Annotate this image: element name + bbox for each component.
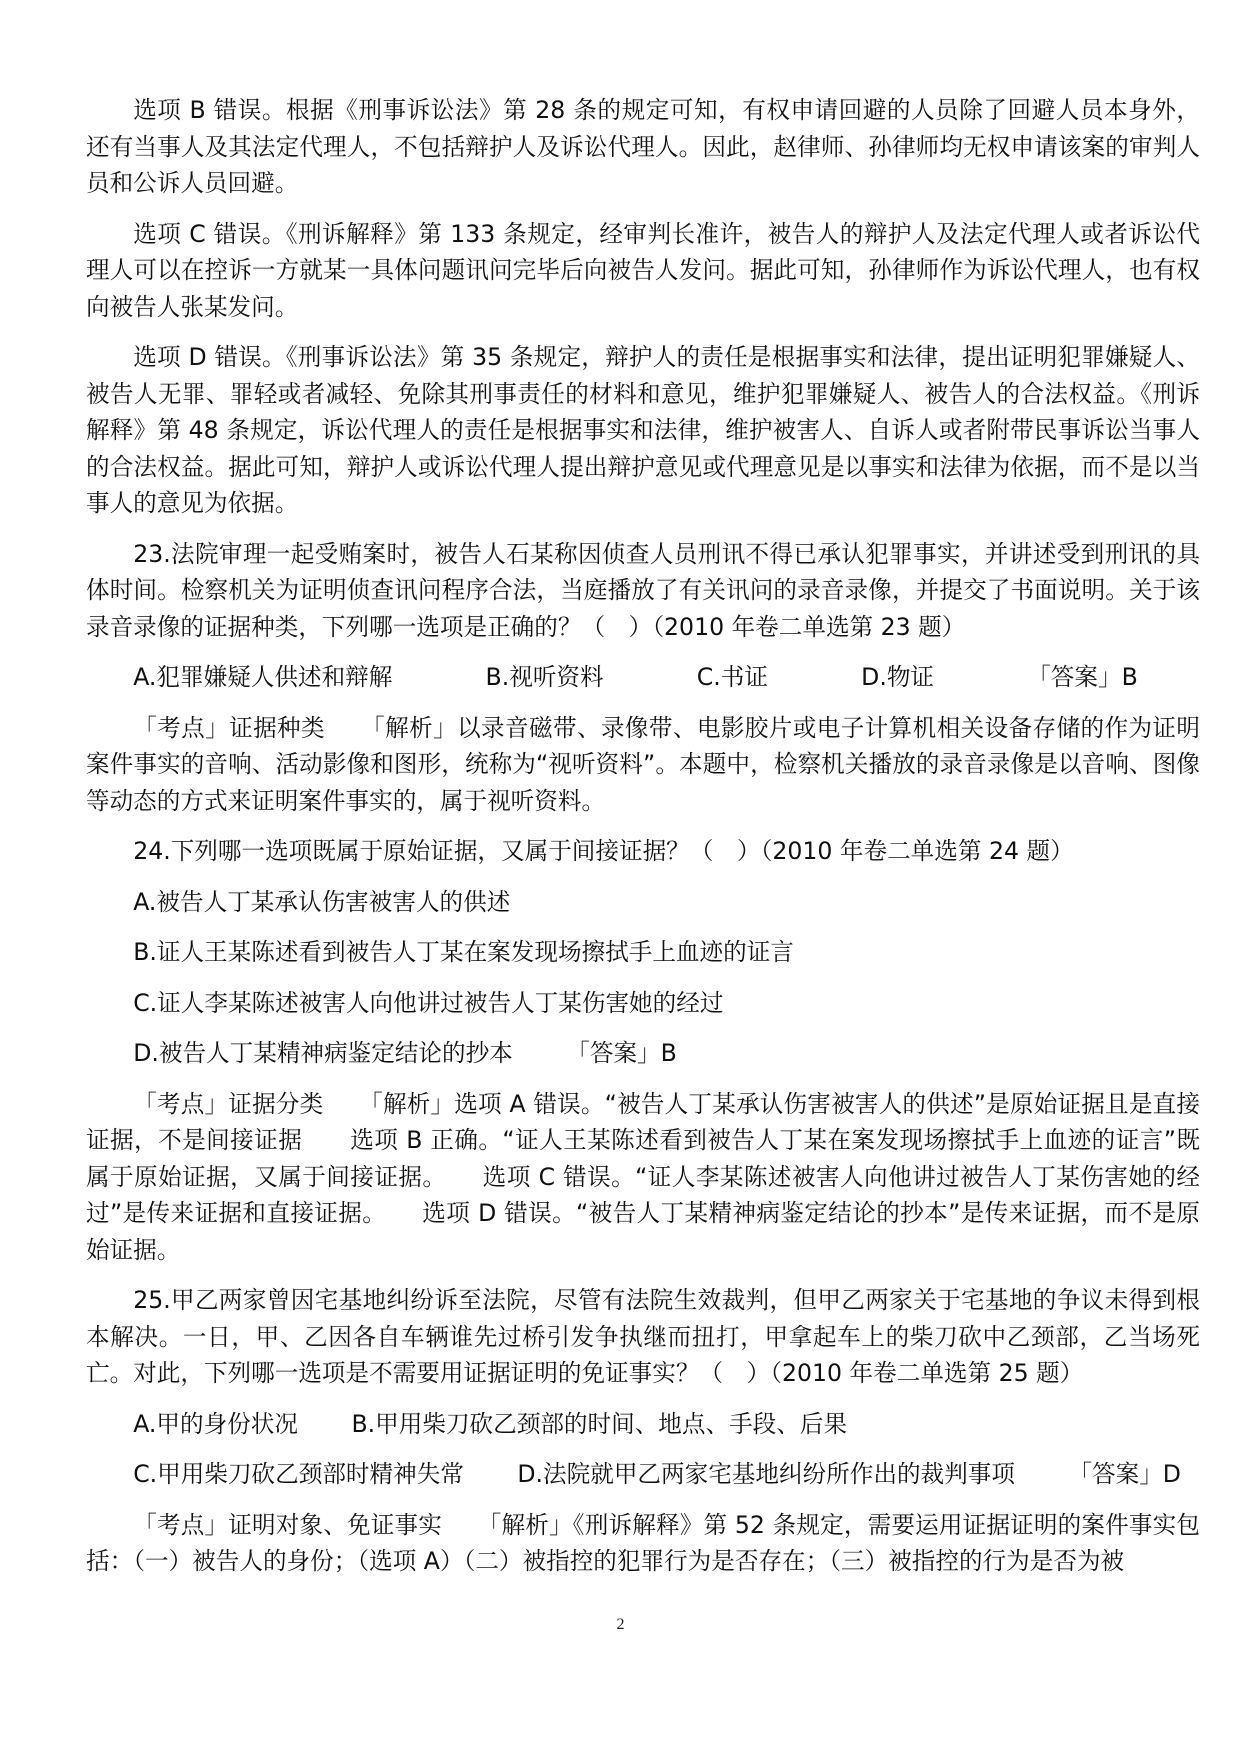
q25-options-row-2 (86, 1456, 1200, 1493)
q24-option-b: B.证人王某陈述看到被告人丁某在案发现场擦拭手上血迹的证言 (133, 938, 794, 966)
question-25-analysis: 「考点」证明对象、免证事实 「解析」《刑诉解释》第 52 条规定，需要运用证据证明的案件事实包括：（一）被告人的身份；（选项 A）（二）被指控的犯罪行为是否存在；（三）被指控的行为是否为被 (86, 1510, 1200, 1575)
q25-answer: 「答案」D (1068, 1460, 1181, 1488)
q25-option-a: A.甲的身份状况 (133, 1409, 298, 1438)
q25-options-row-1 (86, 1406, 1200, 1443)
q23-option-b: B.视听资料 (485, 663, 604, 691)
question-24-stem: 24.下列哪一选项既属于原始证据，又属于间接证据？（ ）（2010 年卷二单选第 24 题） (133, 837, 1074, 865)
q23-answer: 「答案」B (1027, 663, 1138, 691)
q23-option-d: D.物证 (861, 663, 935, 691)
q23-option-a: A.犯罪嫌疑人供述和辩解 (133, 663, 393, 691)
page-number: 2 (616, 1616, 625, 1633)
q24-option-a: A.被告人丁某承认伤害被害人的供述 (133, 887, 511, 916)
question-23-options (86, 659, 1200, 696)
q25-option-b: B.甲用柴刀砍乙颈部的时间、地点、手段、后果 (351, 1409, 848, 1438)
paragraph-option-d-explanation: 选项 D 错误。《刑事诉讼法》第 35 条规定，辩护人的责任是根据事实和法律，提出证明犯罪嫌疑人、被告人无罪、罪轻或者减轻、免除其刑事责任的材料和意见，维护犯罪嫌疑人、被告人的合法权益。《刑诉解释》第 48 条规定，诉讼代理人的责任是根据事实和法律，维护被害人、自诉人或者附带民事诉讼当事人的合法权益。据此可知，辩护人或诉讼代理人提出辩护意见或代理意见是以事实和法律为依据，而不是以当事人的意见为依据。 (86, 343, 1200, 517)
q24-option-d-row (86, 1035, 1200, 1072)
q25-option-d: D.法院就甲乙两家宅基地纠纷所作出的裁判事项 (517, 1460, 1015, 1488)
q23-option-c: C.书证 (696, 663, 768, 691)
document-page (86, 92, 1200, 1580)
paragraph-option-c-explanation: 选项 C 错误。《刑诉解释》第 133 条规定，经审判长准许，被告人的辩护人及法定代理人或者诉讼代理人可以在控诉一方就某一具体问题讯问完毕后向被告人发问。据此可知，孙律师作为诉讼代理人，也有权向被告人张某发问。 (86, 219, 1200, 321)
question-23-stem: 23.法院审理一起受贿案时，被告人石某称因侦查人员刑讯不得已承认犯罪事实，并讲述受到刑讯的具体时间。检察机关为证明侦查讯问程序合法，当庭播放了有关讯问的录音录像，并提交了书面说明。关于该录音录像的证据种类，下列哪一选项是正确的？（ ）（2010 年卷二单选第 23 题） (86, 539, 1200, 641)
q24-option-c: C.证人李某陈述被害人向他讲过被告人丁某伤害她的经过 (133, 988, 724, 1017)
q25-option-c: C.甲用柴刀砍乙颈部时精神失常 (133, 1460, 464, 1488)
q24-option-d: D.被告人丁某精神病鉴定结论的抄本 (133, 1039, 513, 1067)
question-24-analysis: 「考点」证据分类 「解析」选项 A 错误。“被告人丁某承认伤害被害人的供述”是原始证据且是直接证据，不是间接证据 选项 B 正确。“证人王某陈述看到被告人丁某在案发现场擦拭手上血迹的证言”既属于原始证据，又属于间接证据。 选项 C 错误。“证人李某陈述被害人向他讲过被告人丁某伤害她的经过”是传来证据和直接证据。 选项 D 错误。“被告人丁某精神病鉴定结论的抄本”是传来证据，而不是原始证据。 (86, 1089, 1200, 1264)
question-23-analysis: 「考点」证据种类 「解析」以录音磁带、录像带、电影胶片或电子计算机相关设备存储的作为证明案件事实的音响、活动影像和图形，统称为“视听资料”。本题中，检察机关播放的录音录像是以音响、图像等动态的方式来证明案件事实的，属于视听资料。 (86, 713, 1200, 815)
question-25-stem: 25.甲乙两家曾因宅基地纠纷诉至法院，尽管有法院生效裁判，但甲乙两家关于宅基地的争议未得到根本解决。一日，甲、乙因各自车辆谁先过桥引发争执继而扭打，甲拿起车上的柴刀砍中乙颈部，乙当场死亡。对此，下列哪一选项是不需要用证据证明的免证事实？（ ）（2010 年卷二单选第 25 题） (86, 1286, 1200, 1387)
paragraph-option-b-explanation: 选项 B 错误。根据《刑事诉讼法》第 28 条的规定可知，有权申请回避的人员除了回避人员本身外，还有当事人及其法定代理人，不包括辩护人及诉讼代理人。因此，赵律师、孙律师均无权申请该案的审判人员和公诉人员回避。 (86, 96, 1200, 197)
q24-answer: 「答案」B (566, 1039, 677, 1067)
